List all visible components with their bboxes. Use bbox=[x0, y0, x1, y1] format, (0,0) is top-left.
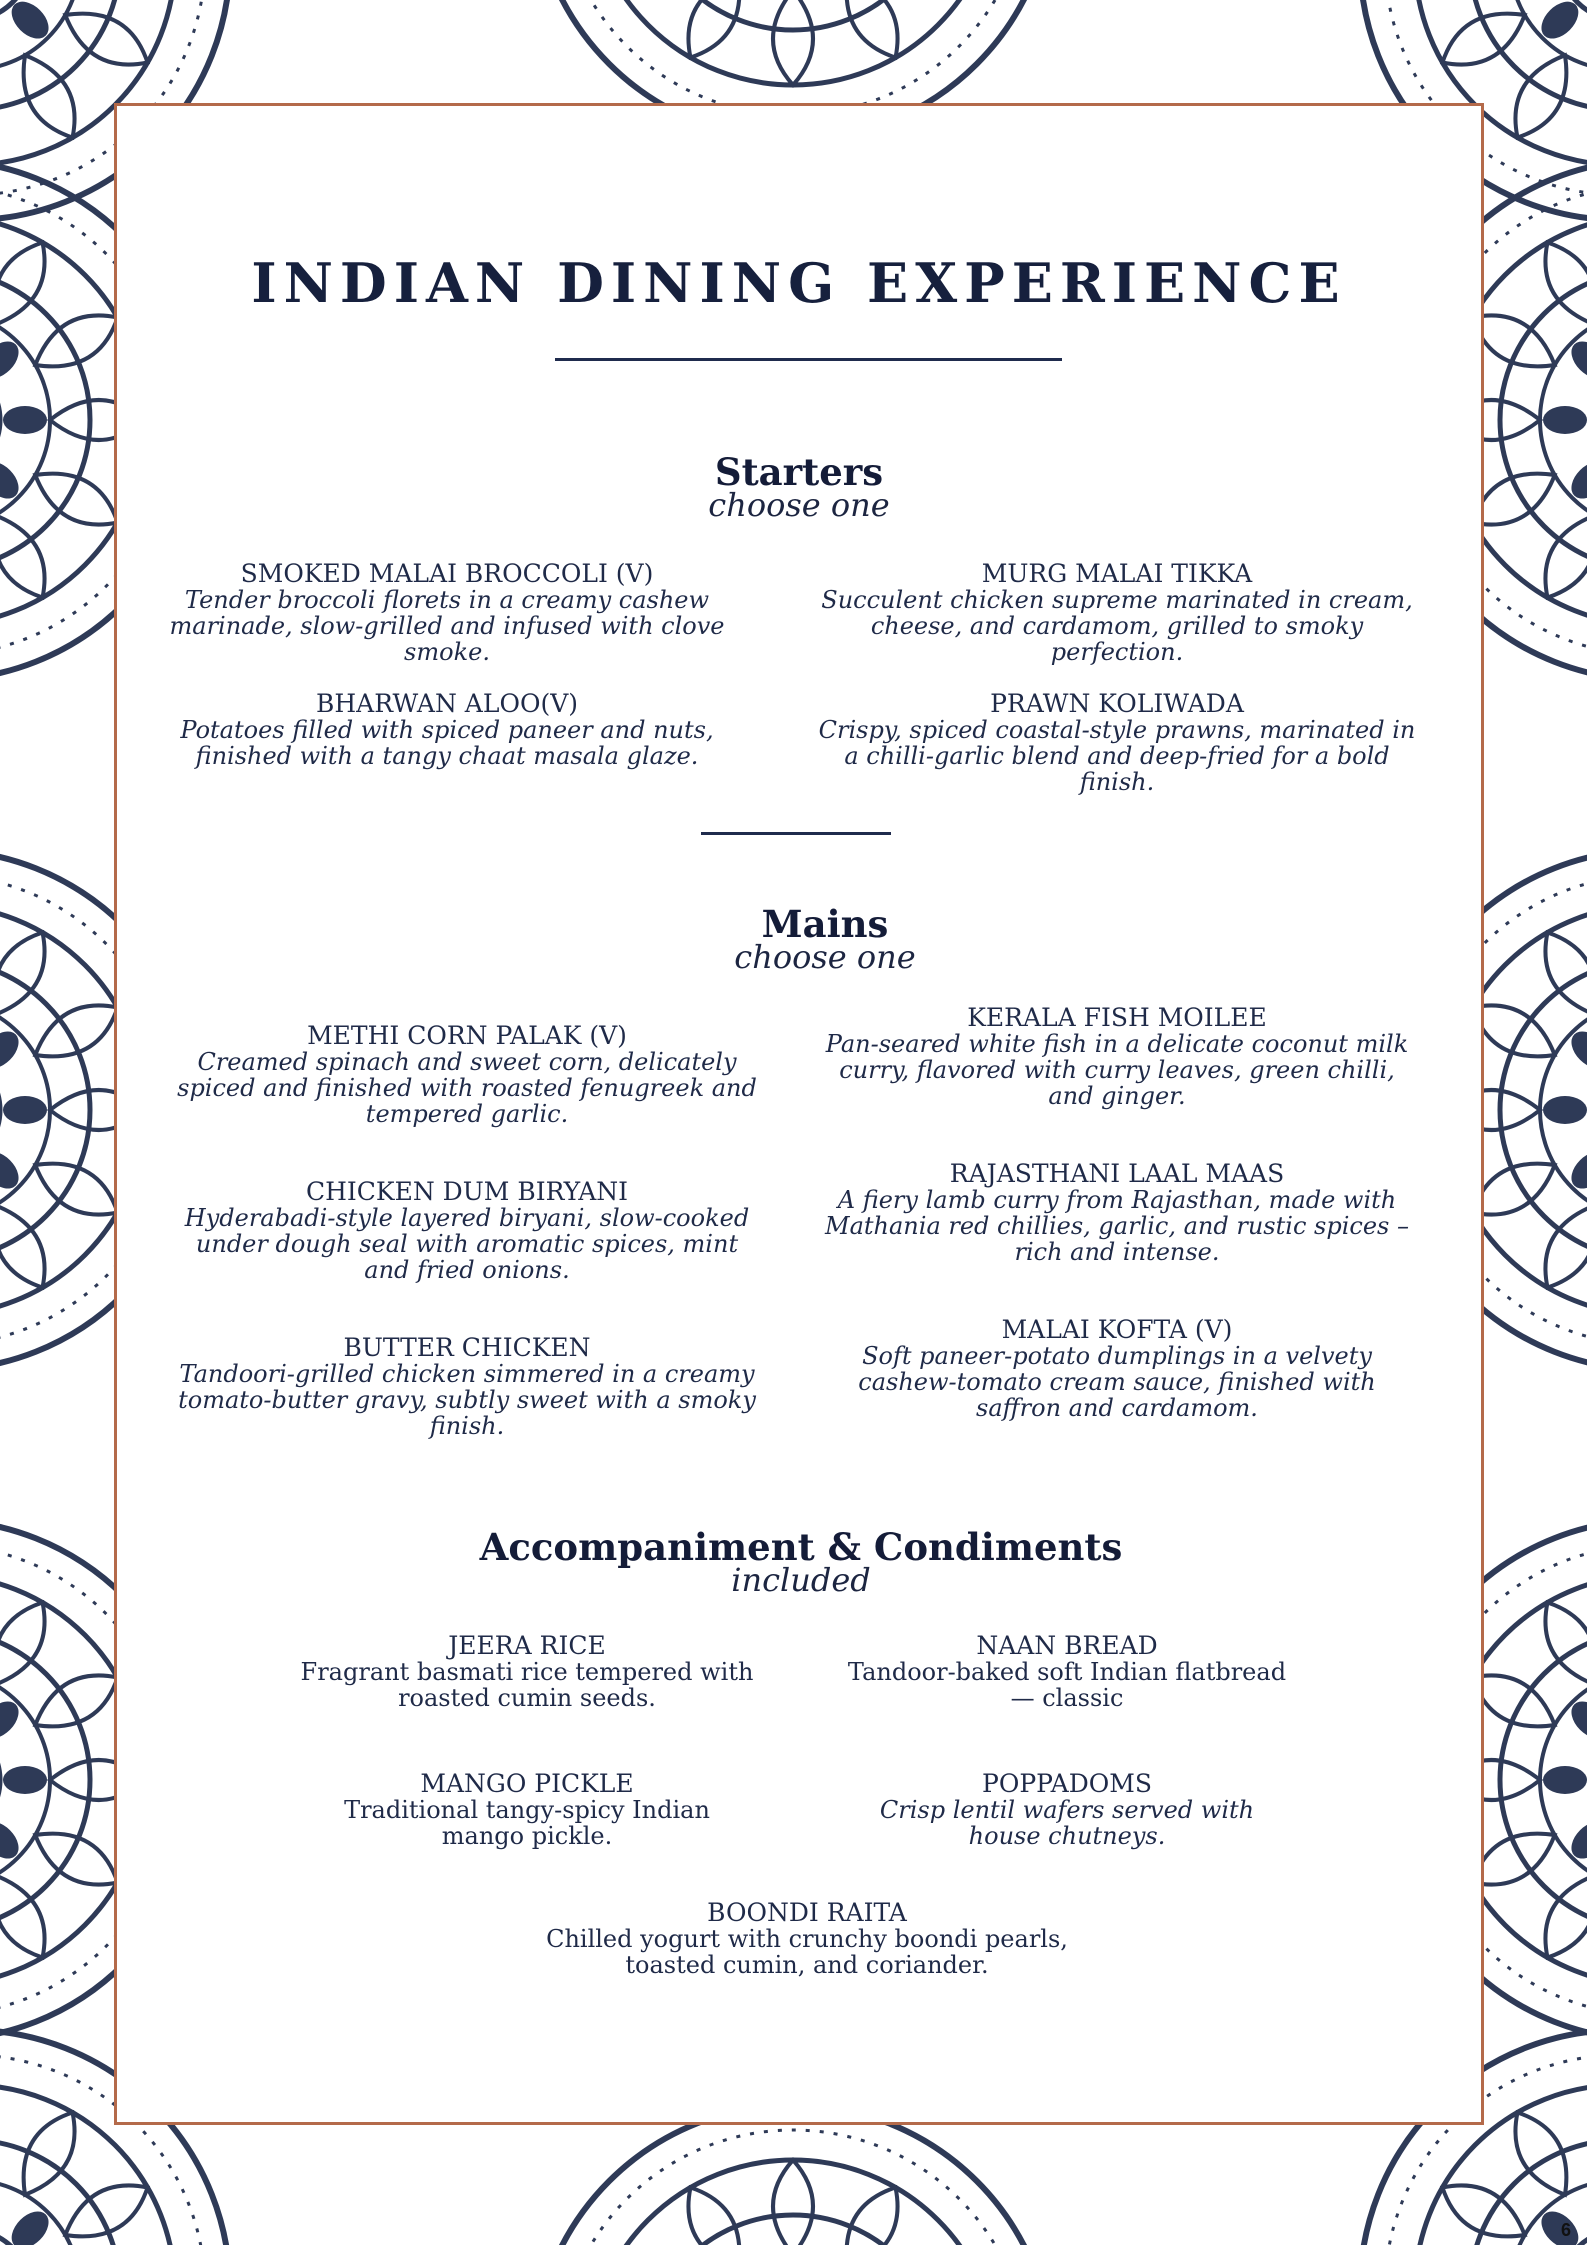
accompaniments-subtitle: included bbox=[731, 1561, 871, 1599]
menu-item bbox=[297, 1632, 757, 1711]
menu-item bbox=[177, 1334, 757, 1439]
item-name: MURG MALAI TIKKA bbox=[981, 559, 1253, 588]
item-description: Crisp lentil wafers served with house chutneys. bbox=[879, 1796, 1255, 1850]
item-name: POPPADOMS bbox=[982, 1769, 1152, 1798]
item-name: KERALA FISH MOILEE bbox=[967, 1003, 1267, 1032]
item-description: Pan-seared white fish in a delicate coconut milk curry, flavored with curry leaves, green chilli, and ginger. bbox=[825, 1030, 1409, 1110]
title-divider bbox=[555, 358, 1062, 361]
item-name: SMOKED MALAI BROCCOLI (V) bbox=[240, 559, 654, 588]
item-description: Potatoes filled with spiced paneer and nuts, finished with a tangy chaat masala glaze. bbox=[180, 716, 714, 770]
item-description: Traditional tangy-spicy Indian mango pickle. bbox=[344, 1796, 710, 1850]
item-description: A fiery lamb curry from Rajasthan, made with Mathania red chillies, garlic, and rustic spices – rich and intense. bbox=[825, 1186, 1409, 1266]
item-name: MALAI KOFTA (V) bbox=[1001, 1315, 1233, 1344]
starters-title: Starters bbox=[714, 450, 884, 494]
menu-item bbox=[817, 560, 1417, 665]
section-divider bbox=[701, 832, 891, 835]
page-number: 6 bbox=[1560, 2220, 1571, 2240]
starters-subtitle: choose one bbox=[708, 486, 890, 524]
menu-item bbox=[147, 690, 747, 769]
menu-item bbox=[817, 1316, 1417, 1421]
item-name: NAAN BREAD bbox=[976, 1631, 1158, 1660]
menu-item bbox=[877, 1770, 1257, 1849]
menu-item bbox=[817, 1004, 1417, 1109]
menu-item bbox=[817, 690, 1417, 795]
menu-item bbox=[177, 1178, 757, 1283]
menu-item bbox=[537, 1899, 1077, 1978]
menu-card bbox=[114, 103, 1484, 2125]
item-description: Tandoori-grilled chicken simmered in a creamy tomato-butter gravy, subtly sweet with a smoky finish. bbox=[178, 1360, 756, 1440]
menu-title: INDIAN DINING EXPERIENCE bbox=[251, 251, 1347, 315]
item-name: BHARWAN ALOO(V) bbox=[315, 689, 579, 718]
item-description: Soft paneer-potato dumplings in a velvety cashew-tomato cream sauce, finished with saffron and cardamom. bbox=[858, 1342, 1376, 1422]
menu-item bbox=[177, 1022, 757, 1127]
menu-item bbox=[337, 1770, 717, 1849]
menu-item bbox=[837, 1632, 1297, 1711]
item-description: Hyderabadi-style layered biryani, slow-cooked under dough seal with aromatic spices, mint and fried onions. bbox=[184, 1204, 750, 1284]
item-name: BUTTER CHICKEN bbox=[343, 1333, 591, 1362]
item-description: Succulent chicken supreme marinated in cream, cheese, and cardamom, grilled to smoky perfection. bbox=[821, 586, 1413, 666]
accompaniments-title: Accompaniment & Condiments bbox=[479, 1525, 1123, 1569]
item-description: Tender broccoli florets in a creamy cashew marinade, slow-grilled and infused with clove smoke. bbox=[169, 586, 725, 666]
item-description: Tandoor-baked soft Indian flatbread — classic bbox=[847, 1658, 1287, 1712]
item-name: RAJASTHANI LAAL MAAS bbox=[949, 1159, 1285, 1188]
menu-item bbox=[817, 1160, 1417, 1265]
menu-item bbox=[147, 560, 747, 665]
item-description: Creamed spinach and sweet corn, delicately spiced and finished with roasted fenugreek and tempered garlic. bbox=[177, 1048, 757, 1128]
mains-title: Mains bbox=[761, 902, 889, 946]
item-name: JEERA RICE bbox=[448, 1631, 606, 1660]
item-name: BOONDI RAITA bbox=[707, 1898, 907, 1927]
item-name: METHI CORN PALAK (V) bbox=[307, 1021, 627, 1050]
item-description: Crispy, spiced coastal-style prawns, marinated in a chilli-garlic blend and deep-fried for a bold finish. bbox=[818, 716, 1416, 796]
item-name: PRAWN KOLIWADA bbox=[990, 689, 1244, 718]
item-name: MANGO PICKLE bbox=[420, 1769, 634, 1798]
item-description: Chilled yogurt with crunchy boondi pearls, toasted cumin, and coriander. bbox=[546, 1925, 1068, 1979]
mains-subtitle: choose one bbox=[734, 938, 916, 976]
item-name: CHICKEN DUM BIRYANI bbox=[305, 1177, 628, 1206]
item-description: Fragrant basmati rice tempered with roasted cumin seeds. bbox=[300, 1658, 754, 1712]
